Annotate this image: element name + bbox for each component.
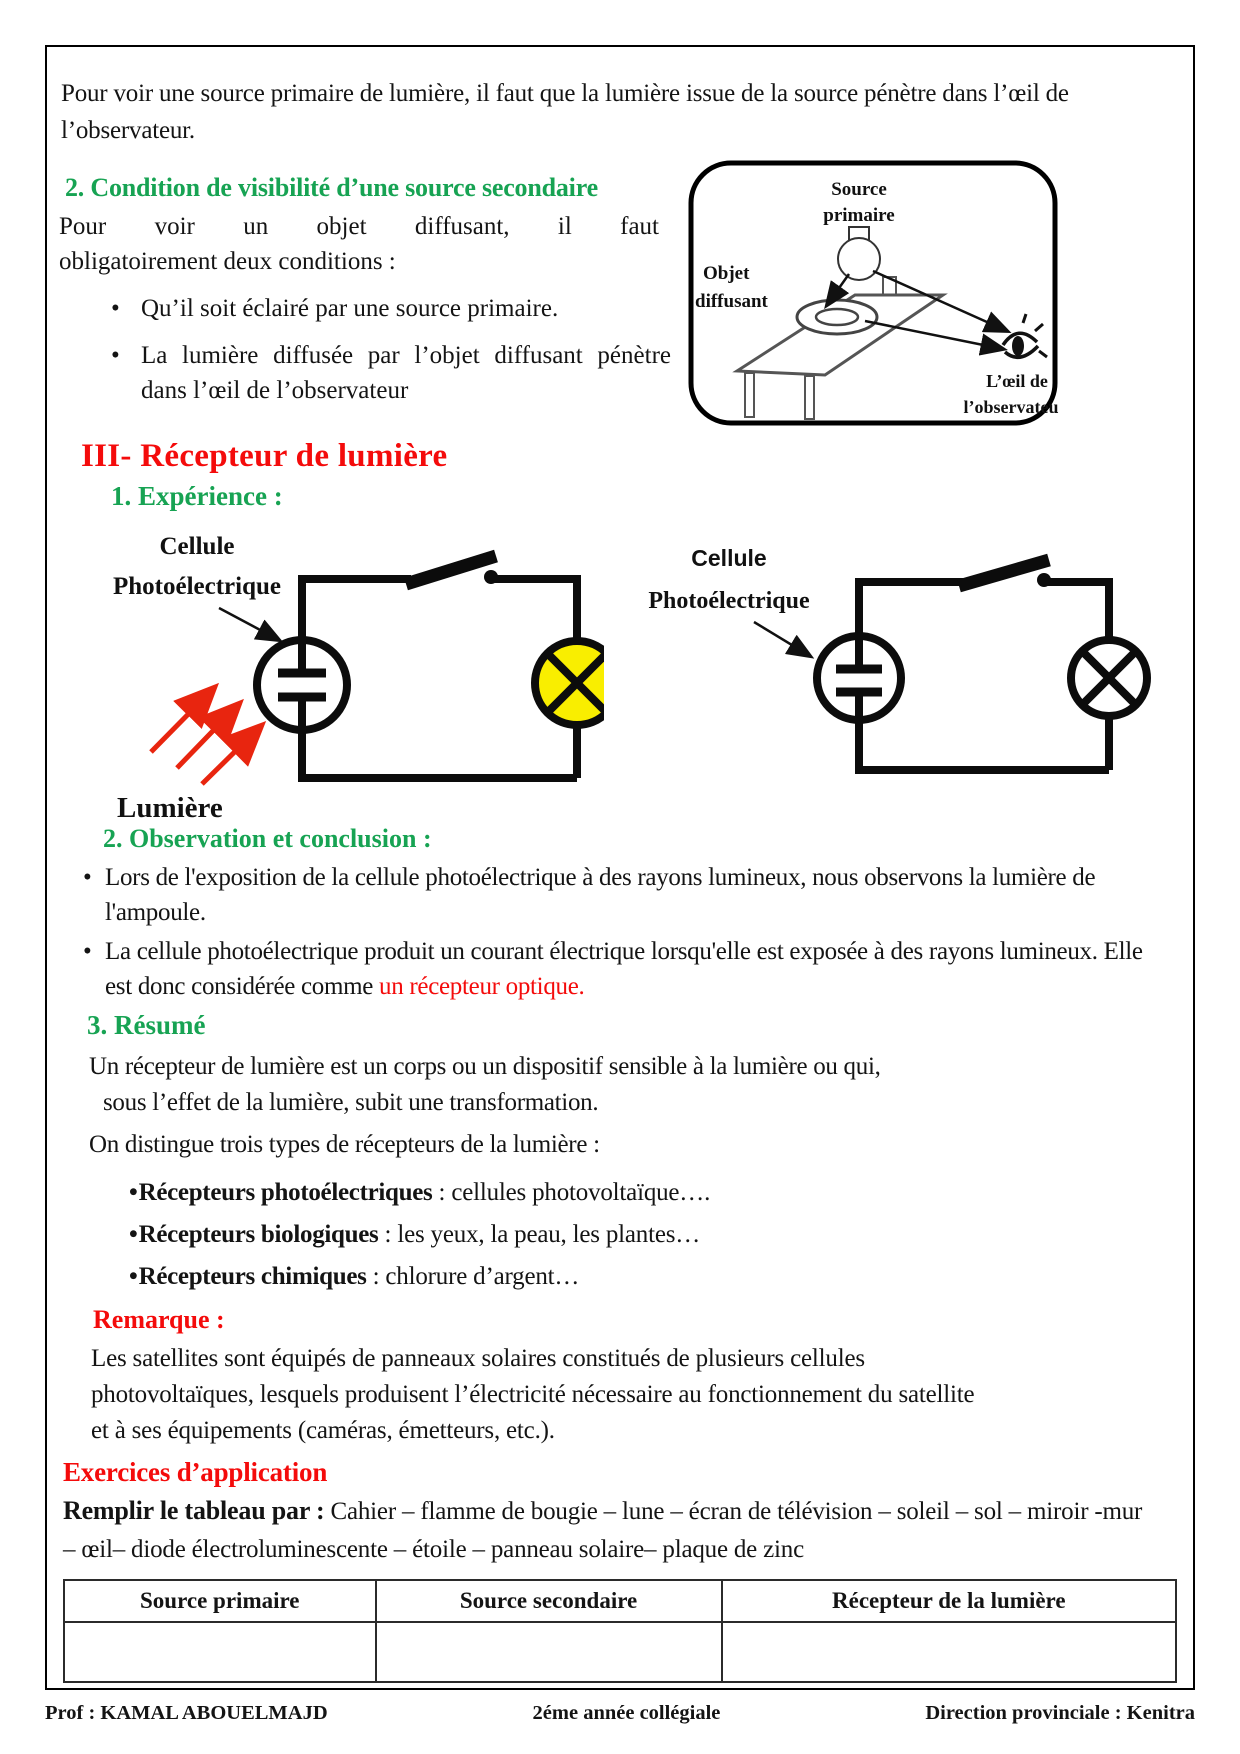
page-border (45, 45, 1195, 1690)
observation-item-1: • Lors de l'exposition de la cellule photoélectrique à des rayons lumineux, nous observons la lumière de l'ampoule. (63, 860, 1173, 930)
footer-direction: Direction provinciale : Kenitra (925, 1702, 1195, 1724)
resume-paragraph (59, 1049, 1179, 1163)
experience-heading: 1. Expérience : (111, 481, 283, 511)
observation-list (59, 860, 1173, 1004)
column-source-secondaire: Source secondaire (376, 1580, 722, 1622)
cell-label-line2: Photoélectrique (648, 588, 810, 614)
exercise-instruction (63, 1492, 1153, 1569)
section2-paragraph-line2: obligatoirement deux conditions : (59, 248, 396, 275)
receptor-type-2-label: Récepteurs biologiques (138, 1221, 379, 1248)
source-primaire-label-line2: primaire (823, 205, 895, 226)
exercises-heading: Exercices d’application (63, 1457, 328, 1487)
section3-heading: III- Récepteur de lumière (81, 438, 448, 474)
section2-bullet-2: • La lumière diffusée par l’objet diffusant pénètre dans l’œil de l’observateur (111, 338, 671, 408)
cell-label-line1: Cellule (691, 545, 767, 571)
switch-icon (959, 560, 1051, 587)
section2-bullet-1: • Qu’il soit éclairé par une source primaire. (111, 291, 671, 326)
page-footer (45, 1702, 1195, 1725)
remark-paragraph (59, 1341, 1179, 1449)
observation-item-2-highlight: un récepteur optique. (379, 973, 585, 1000)
bullet-icon: • (129, 1179, 138, 1206)
objet-diffusant-label-line1: Objet (703, 263, 750, 284)
column-source-primaire: Source primaire (64, 1580, 376, 1622)
receptor-type-1-rest: : cellules photovoltaïque…. (432, 1179, 711, 1206)
light-label: Lumière (117, 792, 223, 822)
switch-icon (406, 556, 498, 584)
visibility-section (59, 173, 1179, 434)
intro-paragraph: Pour voir une source primaire de lumière, il faut que la lumière issue de la source pénètre dans l’œil de l’observateur. (61, 80, 1069, 144)
remark-line-3: et à ses équipements (caméras, émetteurs, etc.). (91, 1417, 555, 1444)
source-primaire-label-line1: Source (831, 179, 887, 200)
cell-pointer-arrow (219, 608, 279, 640)
section2-bullet-list (59, 291, 671, 408)
cell-label-line1: Cellule (159, 533, 235, 560)
exercise-table (63, 1579, 1177, 1683)
resume-line-3: On distingue trois types de récepteurs de la lumière : (89, 1131, 600, 1158)
receptor-type-3-label: Récepteurs chimiques (138, 1263, 367, 1290)
photocell-icon (817, 636, 901, 720)
section2-heading: 2. Condition de visibilité d’une source secondaire (65, 173, 598, 202)
exercise-instruction-bold: Remplir le tableau par : (63, 1496, 325, 1525)
exercise-table-header-row (64, 1580, 1176, 1622)
remark-line-1: Les satellites sont équipés de panneaux solaires constitués de plusieurs cellules (91, 1345, 865, 1372)
eye-label-line1: L’œil de (986, 371, 1048, 391)
receptor-types-list (59, 1179, 1179, 1291)
receptor-type-2 (129, 1221, 1179, 1249)
receptor-type-2-rest: : les yeux, la peau, les plantes… (378, 1221, 701, 1248)
footer-prof: Prof : KAMAL ABOUELMAJD (45, 1702, 328, 1724)
observation-heading: 2. Observation et conclusion : (103, 824, 432, 853)
receptor-type-1 (129, 1179, 1179, 1207)
cell-label-line2: Photoélectrique (112, 573, 282, 600)
remark-line-2: photovoltaïques, lesquels produisent l’électricité nécessaire au fonctionnement du satellite (91, 1381, 975, 1408)
diffusing-object-ring-icon (797, 300, 877, 334)
resume-line-2: sous l’effet de la lumière, subit une transformation. (103, 1089, 599, 1116)
observation-item-2-text: La cellule photoélectrique produit un courant électrique lorsqu'elle est exposée à des rayons lumineux. Elle est donc considérée comme (105, 938, 1143, 1000)
lamp-lit-icon (535, 641, 604, 725)
eye-label-line2: l’observateur (963, 397, 1059, 417)
receptor-type-3 (129, 1263, 1179, 1291)
lamp-off-icon (1071, 640, 1147, 716)
resume-line-1: Un récepteur de lumière est un corps ou un dispositif sensible à la lumière ou qui, (89, 1053, 881, 1080)
circuit-diagram-lit (59, 520, 604, 822)
observation-item-2 (63, 934, 1173, 1004)
answer-cell-source-secondaire (376, 1622, 722, 1682)
experiment-circuits (59, 520, 1179, 822)
cell-pointer-arrow (754, 622, 810, 656)
exercise-table-empty-row (64, 1622, 1176, 1682)
section2-paragraph-line1: Pour voir un objet diffusant, il faut (59, 213, 659, 240)
visibility-text-column (59, 173, 673, 420)
receptor-type-3-rest: : chlorure d’argent… (366, 1263, 580, 1290)
bullet-icon: • (129, 1263, 138, 1290)
objet-diffusant-label-line2: diffusant (695, 291, 768, 312)
visibility-diagram-figure (687, 159, 1059, 429)
remark-heading: Remarque : (93, 1305, 225, 1334)
answer-cell-source-primaire (64, 1622, 376, 1682)
footer-level: 2éme année collégiale (532, 1702, 721, 1724)
circuit-diagram-unlit (604, 520, 1164, 778)
section2-paragraph (59, 209, 659, 279)
column-recepteur: Récepteur de la lumière (722, 1580, 1176, 1622)
resume-heading: 3. Résumé (87, 1010, 206, 1040)
answer-cell-recepteur (722, 1622, 1176, 1682)
visibility-diagram (687, 159, 1059, 434)
receptor-type-1-label: Récepteurs photoélectriques (138, 1179, 433, 1206)
light-arrows-icon (151, 690, 259, 784)
bullet-icon: • (129, 1221, 138, 1248)
photocell-icon (257, 640, 347, 730)
exercise-instruction-rest: Cahier – flamme de bougie – lune – écran de télévision – soleil – sol – miroir -mur – œil– diode électroluminescente – étoile – panneau solaire– plaque de zinc (63, 1498, 1143, 1563)
